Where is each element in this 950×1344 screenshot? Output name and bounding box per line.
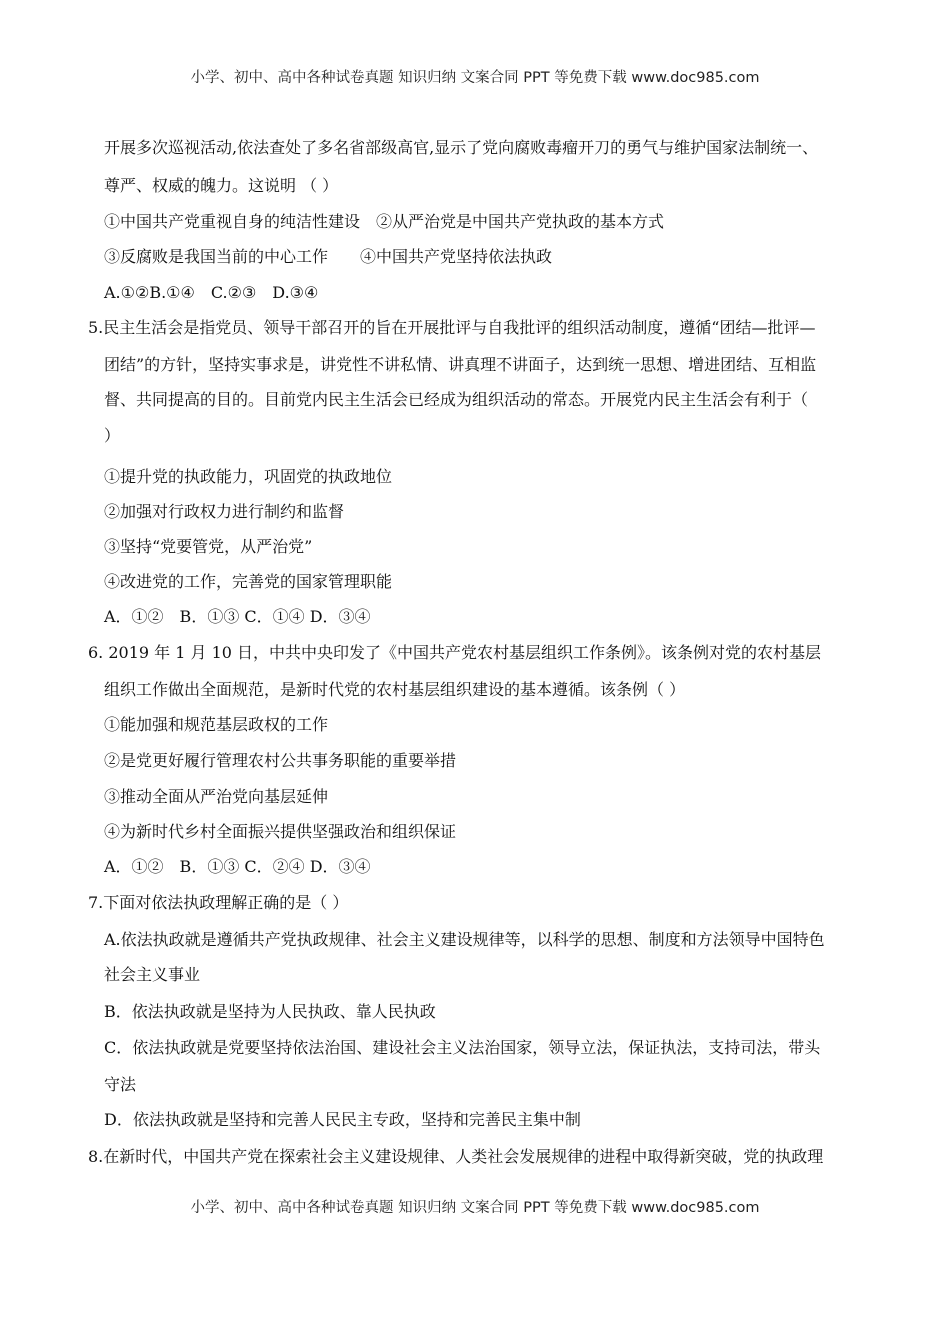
text-line: ②是党更好履行管理农村公共事务职能的重要举措 <box>104 751 457 770</box>
text-line: ②加强对行政权力进行制约和监督 <box>104 502 345 521</box>
text-line: 5.民主生活会是指党员、领导干部召开的旨在开展批评与自我批评的组织活动制度，遵循“团结—批评— <box>88 318 816 337</box>
text-line: 开展多次巡视活动,依法查处了多名省部级高官,显示了党向腐败毒瘤开刀的勇气与维护国家法制统一、 <box>104 138 819 157</box>
text-line: ） <box>104 426 121 445</box>
text-line: D．依法执政就是坚持和完善人民民主专政，坚持和完善民主集中制 <box>104 1110 581 1129</box>
text-line: 尊严、权威的魄力。这说明 （ ） <box>104 176 339 195</box>
text-line: B．依法执政就是坚持为人民执政、靠人民执政 <box>104 1002 436 1021</box>
page-header: 小学、初中、高中各种试卷真题 知识归纳 文案合同 PPT 等免费下载 www.doc985.com <box>190 70 760 86</box>
text-line: 守法 <box>104 1075 137 1094</box>
text-line: ①提升党的执政能力，巩固党的执政地位 <box>104 467 393 486</box>
text-line: ④改进党的工作，完善党的国家管理职能 <box>104 572 393 591</box>
text-line: C．依法执政就是党要坚持依法治国、建设社会主义法治国家，领导立法，保证执法，支持司法，带头 <box>104 1038 821 1057</box>
text-line: ④为新时代乡村全面振兴提供坚强政治和组织保证 <box>104 822 457 841</box>
text-line: ③反腐败是我国当前的中心工作 ④中国共产党坚持依法执政 <box>104 247 553 266</box>
text-line: ③推动全面从严治党向基层延伸 <box>104 787 329 806</box>
text-line: A.依法执政就是遵循共产党执政规律、社会主义建设规律等，以科学的思想、制度和方法领导中国特色 <box>104 930 825 949</box>
text-line: 社会主义事业 <box>104 965 201 984</box>
text-line: ①能加强和规范基层政权的工作 <box>104 715 329 734</box>
text-line: 8.在新时代，中国共产党在探索社会主义建设规律、人类社会发展规律的进程中取得新突破，党的执政理 <box>88 1147 824 1166</box>
text-line: 7.下面对依法执政理解正确的是（ ） <box>88 893 349 912</box>
text-line: A.①②B.①④ C.②③ D.③④ <box>104 283 319 302</box>
text-line: ③坚持“党要管党，从严治党” <box>104 537 313 556</box>
text-line: 督、共同提高的目的。目前党内民主生活会已经成为组织活动的常态。开展党内民主生活会有利于（ <box>104 390 809 409</box>
text-line: ①中国共产党重视自身的纯洁性建设 ②从严治党是中国共产党执政的基本方式 <box>104 212 665 231</box>
text-line: 组织工作做出全面规范，是新时代党的农村基层组织建设的基本遵循。该条例（ ） <box>104 680 686 699</box>
text-line: 团结”的方针，坚持实事求是，讲党性不讲私情、讲真理不讲面子，达到统一思想、增进团结、互相监 <box>104 355 817 374</box>
text-line: 6. 2019 年 1 月 10 日，中共中央印发了《中国共产党农村基层组织工作条例》。该条例对党的农村基层 <box>88 643 822 662</box>
page-footer: 小学、初中、高中各种试卷真题 知识归纳 文案合同 PPT 等免费下载 www.doc985.com <box>190 1200 760 1216</box>
text-line: A．①② B．①③ C．②④ D．③④ <box>104 857 371 876</box>
text-line: A．①② B．①③ C．①④ D．③④ <box>104 607 371 626</box>
